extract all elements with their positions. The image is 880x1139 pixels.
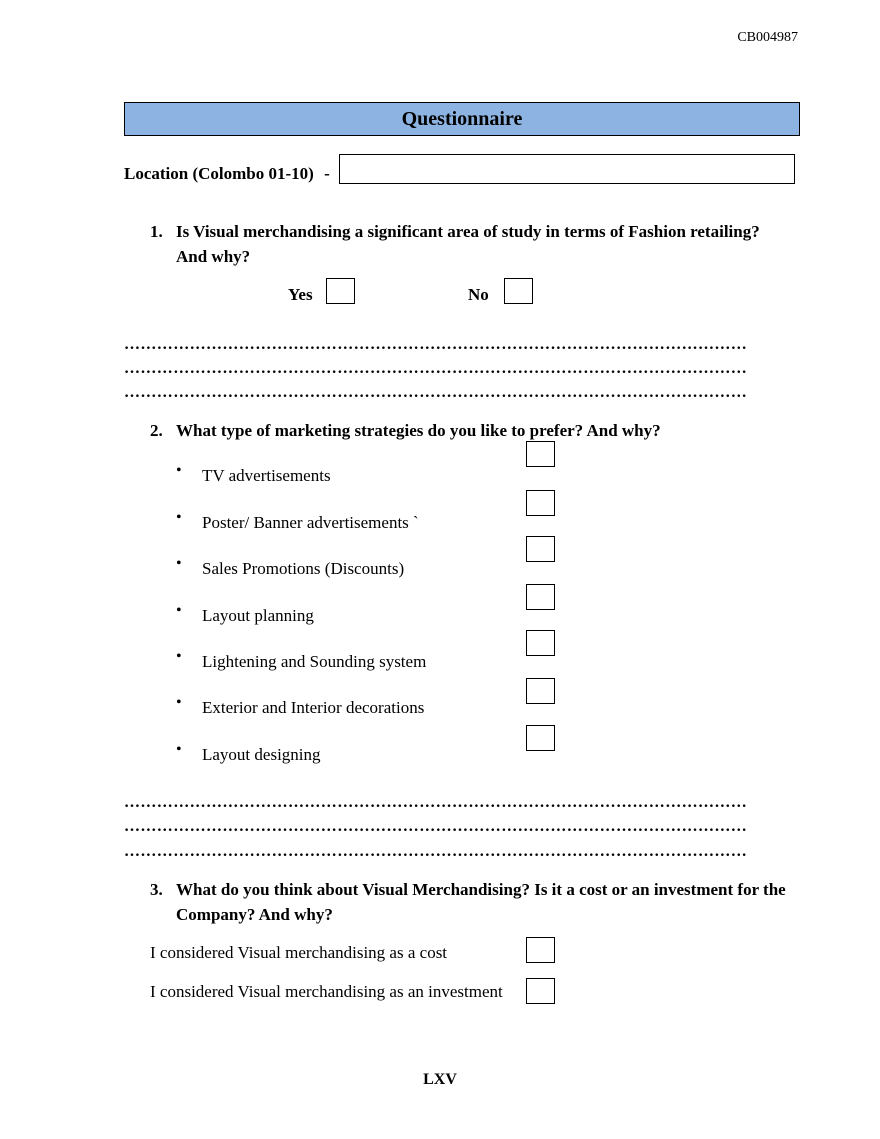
q2-option-checkbox[interactable]: [526, 725, 555, 751]
q3-option-investment-label: I considered Visual merchandising as an investment: [150, 982, 503, 1001]
q1-answer-line-2[interactable]: ……………………………………………………………………………………………………: [124, 360, 748, 377]
bullet-icon: •: [176, 741, 182, 758]
q2-option-label: Layout designing: [202, 745, 321, 764]
location-dash: -: [324, 164, 330, 183]
q2-option-label: TV advertisements: [202, 466, 331, 485]
q2-answer-line-2[interactable]: ……………………………………………………………………………………………………: [124, 818, 748, 835]
q2-option-label: Lightening and Sounding system: [202, 652, 427, 671]
page-title: Questionnaire: [124, 102, 800, 136]
q1-yes-checkbox[interactable]: [326, 278, 355, 304]
q3-text-line2: Company? And why?: [176, 905, 333, 924]
q2-option-label: Layout planning: [202, 606, 314, 625]
q2-answer-line-1[interactable]: ……………………………………………………………………………………………………: [124, 794, 748, 811]
q3-text-line1: What do you think about Visual Merchandising? Is it a cost or an investment for the: [176, 880, 786, 899]
q3-option-cost-label: I considered Visual merchandising as a cost: [150, 943, 448, 962]
q2-option-checkbox[interactable]: [526, 630, 555, 656]
bullet-icon: •: [176, 648, 182, 665]
bullet-icon: •: [176, 555, 182, 572]
location-label-text: Location (Colombo 01-10): [124, 164, 314, 183]
q1-text-line2: And why?: [176, 247, 251, 266]
q2-option-checkbox[interactable]: [526, 536, 555, 562]
q1-text-line1: Is Visual merchandising a significant area of study in terms of Fashion retailing?: [176, 222, 760, 241]
bullet-icon: •: [176, 694, 182, 711]
q2-option-label: Poster/ Banner advertisements `: [202, 513, 419, 532]
q1-answer-line-1[interactable]: ……………………………………………………………………………………………………: [124, 336, 748, 353]
q2-option-checkbox[interactable]: [526, 441, 555, 467]
q2-number: 2.: [150, 421, 163, 440]
q3-option-cost-checkbox[interactable]: [526, 937, 555, 963]
page-number: LXV: [423, 1071, 457, 1088]
bullet-icon: •: [176, 602, 182, 619]
q1-no-label: No: [468, 285, 489, 304]
location-label: [124, 164, 330, 184]
q2-option-checkbox[interactable]: [526, 490, 555, 516]
q2-option-label: Exterior and Interior decorations: [202, 698, 425, 717]
q1-answer-line-3[interactable]: ……………………………………………………………………………………………………: [124, 384, 748, 401]
q2-text: What type of marketing strategies do you like to prefer? And why?: [176, 421, 661, 440]
document-id: CB004987: [737, 30, 798, 45]
q1-number: 1.: [150, 222, 163, 241]
q1-no-checkbox[interactable]: [504, 278, 533, 304]
q3-option-investment-checkbox[interactable]: [526, 978, 555, 1004]
bullet-icon: •: [176, 462, 182, 479]
q2-option-checkbox[interactable]: [526, 584, 555, 610]
bullet-icon: •: [176, 509, 182, 526]
q1-yes-label: Yes: [288, 285, 313, 304]
q3-number: 3.: [150, 880, 163, 899]
location-input[interactable]: [339, 154, 795, 184]
q2-option-checkbox[interactable]: [526, 678, 555, 704]
q2-option-label: Sales Promotions (Discounts): [202, 559, 405, 578]
q2-answer-line-3[interactable]: ……………………………………………………………………………………………………: [124, 843, 748, 860]
